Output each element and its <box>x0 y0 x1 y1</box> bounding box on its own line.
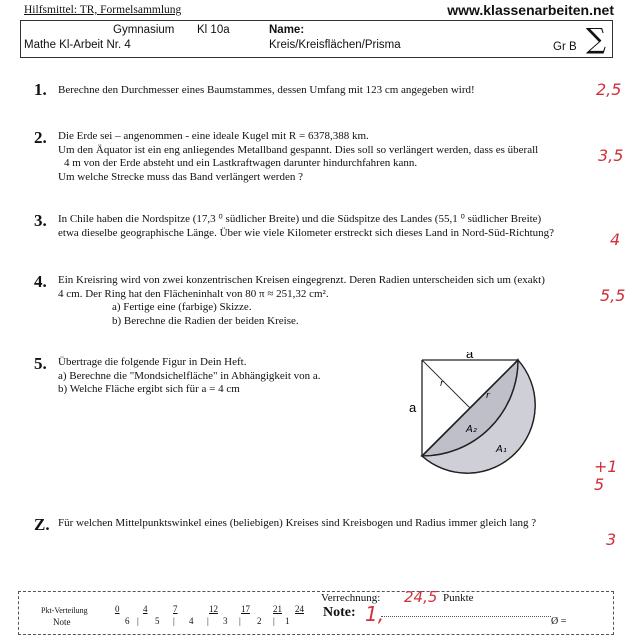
aids-line <box>24 4 181 16</box>
question-1-text <box>58 84 475 98</box>
class-label: Kl 10a <box>197 24 230 36</box>
grade-value: 6 <box>125 616 130 626</box>
grade-row-label: Note <box>53 617 71 627</box>
question-5-text <box>58 356 321 397</box>
scale-value: 4 <box>143 604 148 614</box>
exam-topic: Kreis/Kreisflächen/Prisma <box>269 39 401 51</box>
question-2-text <box>58 130 538 184</box>
question-line: 4 m von der Erde absteht und ein Lastkraftwagen darunter hindurchfahren kann. <box>64 157 418 169</box>
question-line: 4 cm. Der Ring hat den Flächeninhalt von 80 π ≈ 251,32 cm². <box>58 287 329 300</box>
question-line: Für welchen Mittelpunktswinkel eines (beliebigen) Kreises sind Kreisbogen und Radius immer gleich lang ? <box>58 517 537 529</box>
question-5-number: 5. <box>34 354 47 373</box>
name-label: Name: <box>269 24 305 36</box>
question-1-number: 1. <box>34 80 47 99</box>
question-line: a) Fertige eine (farbige) Skizze. <box>112 301 252 313</box>
aids-label: Hilfsmittel: <box>24 4 78 16</box>
grade-value: 1 <box>285 616 290 626</box>
question-line: etwa dieselbe geographische Länge. Über wie viele Kilometer erstreckt sich dieses Land in Nord-Süd-Richtung? <box>58 226 555 239</box>
point-distribution-label: Pkt-Verteilung <box>41 606 88 615</box>
website-link[interactable]: www.klassenarbeiten.net <box>447 2 614 18</box>
question-line: Die Erde sei – angenommen - eine ideale Kugel mit R = 6378,388 km. <box>58 130 369 142</box>
question-line: Übertrage die folgende Figur in Dein Heft. <box>58 356 247 368</box>
question-z-text <box>58 517 536 531</box>
question-4-number: 4. <box>34 272 47 291</box>
exam-title: Mathe Kl-Arbeit Nr. 4 <box>24 39 131 51</box>
sum-icon: ∑ <box>586 22 606 55</box>
question-3-score: 4 <box>610 230 621 249</box>
figure-label-r-large: r <box>486 391 490 401</box>
question-3-text <box>58 213 554 240</box>
question-4-score: 5,5 <box>600 286 626 305</box>
verrechnung-label: Verrechnung: <box>321 592 381 604</box>
question-line: Berechne den Durchmesser eines Baumstammes, dessen Umfang mit 123 cm angegeben wird! <box>58 84 475 96</box>
grade-value: 3 <box>223 616 228 626</box>
exam-header-box <box>20 20 613 58</box>
grade-value: 2 <box>257 616 262 626</box>
question-line: Um welche Strecke muss das Band verlängert werden ? <box>58 170 303 183</box>
grade-value-handwritten: 1, <box>365 602 385 626</box>
question-5-score: +1 5 <box>594 457 618 494</box>
points-label: Punkte <box>443 592 474 604</box>
grade-label: Note: <box>323 605 356 620</box>
question-line: a) Berechne die "Mondsichelfläche" in Abhängigkeit von a. <box>58 369 321 382</box>
scale-value: 12 <box>209 604 218 614</box>
question-z-number: Z. <box>34 515 50 534</box>
scale-value: 24 <box>295 604 304 614</box>
figure-label-a1: A₁ <box>496 444 507 455</box>
school-type: Gymnasium <box>113 24 175 36</box>
figure-label-a2: A₂ <box>466 424 477 435</box>
question-line: Ein Kreisring wird von zwei konzentrischen Kreisen eingegrenzt. Deren Radien unterscheiden sich um (exakt) <box>58 274 545 286</box>
question-3-number: 3. <box>34 211 47 230</box>
grade-value: 5 <box>155 616 160 626</box>
scale-value: 17 <box>241 604 250 614</box>
aids-value: TR, Formelsammlung <box>77 4 182 16</box>
question-z-score: 3 <box>606 530 617 549</box>
verrechnung-value: 24,5 <box>404 588 438 606</box>
scale-value: 0 <box>115 604 120 614</box>
grading-footer: Pkt-Verteilung 0 4 7 12 17 21 24 Note 6 | 5 | 4 | 3 | 2 | 1 Verrechnung: 24,5 Punkte Note: 1, Ø = <box>18 591 614 635</box>
question-line: b) Welche Fläche ergibt sich für a = 4 cm <box>58 383 240 395</box>
question-2-score: 3,5 <box>598 146 624 165</box>
question-1-score: 2,5 <box>596 80 622 99</box>
average-label: Ø = <box>551 616 567 627</box>
scale-value: 21 <box>273 604 282 614</box>
question-4-text <box>58 274 545 328</box>
question-line: b) Berechne die Radien der beiden Kreise. <box>112 314 299 327</box>
scale-value: 7 <box>173 604 178 614</box>
grade-underline <box>381 616 551 617</box>
question-2-number: 2. <box>34 128 47 147</box>
grade-value: 4 <box>189 616 194 626</box>
question-line: Um den Äquator ist ein eng anliegendes Metallband gespannt. Dies soll so verlängert werden, dass es überall <box>58 143 539 156</box>
figure-label-r-small: r <box>440 379 444 389</box>
group-label: Gr B <box>553 41 577 53</box>
moon-crescent-figure <box>404 352 579 500</box>
figure-label-top: a <box>466 352 474 361</box>
figure-label-left: a <box>409 400 417 415</box>
question-line: In Chile haben die Nordspitze (17,3 ⁰ südlicher Breite) und die Südspitze des Landes (55,1 ⁰ südlicher Breite) <box>58 213 542 225</box>
